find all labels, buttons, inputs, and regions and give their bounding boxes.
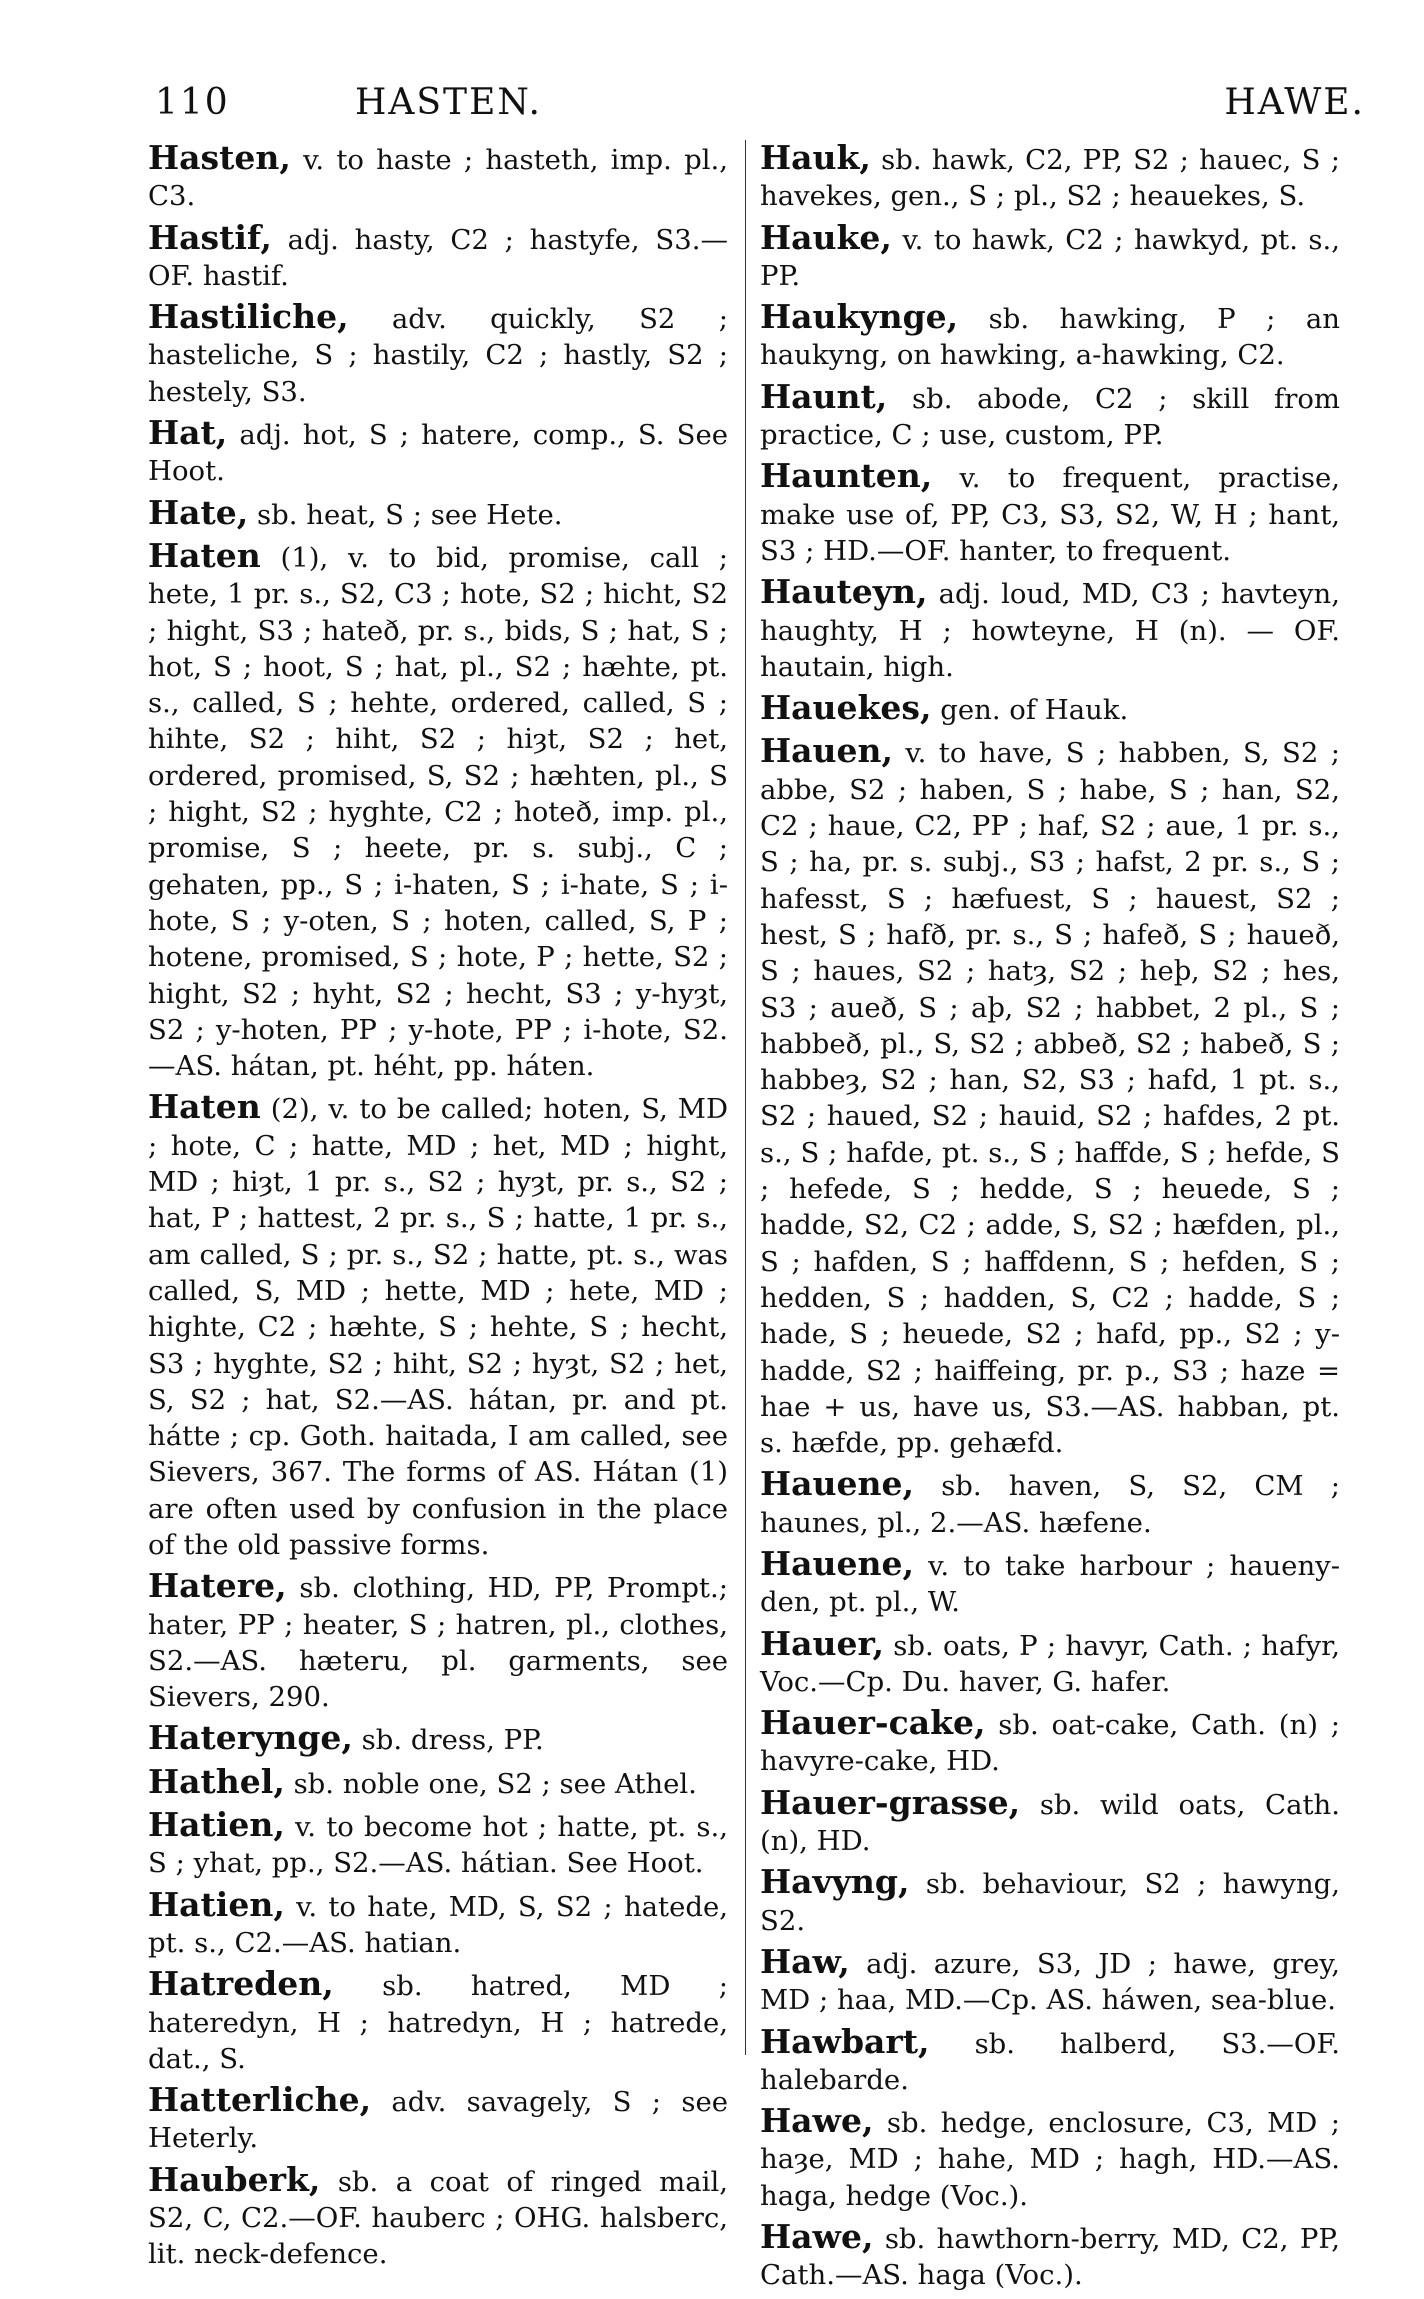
entry-hauer-grasse xyxy=(760,1782,1340,1860)
definition: adv. quickly, S2 ; hasteliche, S ; hastily, C2 ; hastly, S2 ; hestely, S3. xyxy=(148,303,728,408)
definition: sb. hawking, P ; an haukyng, on hawking, a-hawking, C2. xyxy=(760,303,1340,372)
definition: sb. hawk, C2, PP, S2 ; hauec, S ; havekes, gen., S ; pl., S2 ; heauekes, S. xyxy=(760,144,1340,213)
entry-hatien-1 xyxy=(148,1807,728,1882)
definition: adj. hot, S ; hatere, comp., S. See Hoot. xyxy=(148,419,728,488)
column-divider xyxy=(745,140,746,2055)
definition: sb. halberd, S3.—OF. halebarde. xyxy=(760,2027,1340,2096)
entry-hauteyn xyxy=(760,574,1340,685)
entry-haukynge xyxy=(760,299,1340,374)
headword: Hawe, xyxy=(760,2217,874,2257)
headword: Hawbart, xyxy=(760,2021,930,2061)
definition: sb. hedge, enclosure, C3, MD ; haȝe, MD ; hahe, MD ; hagh, HD.—AS. haga, hedge (Voc.). xyxy=(760,2107,1340,2212)
definition: v. to haste ; hasteth, imp. pl., C3. xyxy=(148,144,728,213)
entry-hastif xyxy=(148,217,728,295)
headword: Hastif, xyxy=(148,217,272,257)
definition: sb. oat-cake, Cath. (n) ; havyre-cake, HD. xyxy=(760,1709,1340,1778)
headword: Haw, xyxy=(760,1941,850,1981)
header-first-word: HASTEN. xyxy=(355,82,542,123)
definition: v. to frequent, practise, make use of, PP, C3, S3, S2, W, H ; hant, S3 ; HD.—OF. hanter, to frequent. xyxy=(760,462,1340,567)
definition: v. to have, S ; habben, S, S2 ; abbe, S2 ; haben, S ; habe, S ; han, S2, C2 ; haue, C2, PP ; haf, S2 ; aue, 1 pr. s., S ; ha, pr. s. subj., S3 ; hafst, 2 pr. s., S ; hafesst, S ; hæfuest, S ; hauest, S2 ; hest, S ; hafð, pr. s., S ; hafeð, S ; haueð, S ; haues, S2 ; hatȝ, S2 ; heþ, S2 ; hes, S3 ; aueð, S ; aþ, S2 ; habbet, 2 pl., S ; habbeð, pl., S, S2 ; abbeð, S2 ; habeð, S ; habbeȝ, S2 ; han, S2, S3 ; hafd, 1 pt. s., S2 ; haued, S2 ; hauid, S2 ; hafdes, 2 pt. s., S ; hafde, pt. s., S ; haffde, S ; hefde, S ; hefede, S ; hedde, S ; heuede, S ; hadde, S2, C2 ; adde, S, S2 ; hæfden, pl., S ; hafden, S ; haffdenn, S ; hefden, S ; hedden, S ; hadden, S, C2 ; hadde, S ; hade, S ; heuede, S2 ; hafd, pp., S2 ; y-hadde, S2 ; haiffeing, pr. p., S3 ; haze = hae + us, have us, S3.—AS. habban, pt. s. hæfde, pp. gehæfd. xyxy=(760,737,1340,1460)
headword: Hathel, xyxy=(148,1761,285,1801)
definition: (2), v. to be called; hoten, S, MD ; hote, C ; hatte, MD ; het, MD ; hight, MD ; hiȝt, 1 pr. s., S2 ; hyȝt, pr. s., S2 ; hat, P ; hattest, 2 pr. s., S ; hatte, 1 pr. s., am called, S ; pr. s., S2 ; hatte, pt. s., was called, S, MD ; hette, MD ; hete, MD ; highte, C2 ; hæhte, S ; hehte, S ; hecht, S3 ; hyghte, S2 ; hiht, S2 ; hyȝt, S2 ; het, S, S2 ; hat, S2.—AS. hátan, pr. and pt. hátte ; cp. Goth. haitada, I am called, see Sievers, 367. The forms of AS. Hátan (1) are often used by confusion in the place of the old passive forms. xyxy=(148,1093,728,1561)
definition: sb. heat, S ; see Hete. xyxy=(248,498,563,531)
definition: sb. hawthorn-berry, MD, C2, PP, Cath.—AS. haga (Voc.). xyxy=(760,2223,1340,2292)
entry-havyng xyxy=(760,1864,1340,1939)
headword: Hauene, xyxy=(760,1464,915,1504)
definition: sb. hatred, MD ; hateredyn, H ; hatredyn, H ; hatrede, dat., S. xyxy=(148,1970,728,2075)
header-last-word: HAWE. xyxy=(1224,82,1365,123)
headword: Hauer-grasse, xyxy=(760,1782,1021,1822)
headword: Hauteyn, xyxy=(760,572,928,612)
definition: sb. behaviour, S2 ; hawyng, S2. xyxy=(760,1868,1340,1937)
definition: v. to become hot ; hatte, pt. s., S ; yhat, pp., S2.—AS. hátian. See Hoot. xyxy=(148,1811,728,1880)
entry-hauene-sb xyxy=(760,1466,1340,1541)
definition: adj. hasty, C2 ; hastyfe, S3.—OF. hastif. xyxy=(148,223,728,292)
entry-hawe-hedge xyxy=(760,2103,1340,2214)
definition: (1), v. to bid, promise, call ; hete, 1 pr. s., S2, C3 ; hote, S2 ; hicht, S2 ; hight, S3 ; hateð, pr. s., bids, S ; hat, S ; hot, S ; hoot, S ; hat, pl., S2 ; hæhte, pt. s., called, S ; hehte, ordered, called, S ; hihte, S2 ; hiht, S2 ; hiȝt, S2 ; het, ordered, promised, S, S2 ; hæhten, pl., S ; hight, S2 ; hyghte, C2 ; hoteð, imp. pl., promise, S ; heete, pr. s. subj., C ; gehaten, pp., S ; i-haten, S ; i-hate, S ; i-hote, S ; y-oten, S ; hoten, called, S, P ; hotene, promised, S ; hote, P ; hette, S2 ; hight, S2 ; hyht, S2 ; hecht, S3 ; y-hyȝt, S2 ; y-hoten, PP ; y-hote, PP ; i-hote, S2. —AS. hátan, pt. héht, pp. háten. xyxy=(148,541,728,1083)
definition: sb. abode, C2 ; skill from practice, C ; use, custom, PP. xyxy=(760,382,1340,452)
headword: Haten xyxy=(148,535,261,575)
definition: sb. clothing, HD, PP, Prompt.; hater, PP ; heater, S ; hatren, pl., clothes, S2.—AS. hæteru, pl. garments, see Sievers, 290. xyxy=(148,1572,728,1714)
definition: adj. azure, S3, JD ; hawe, grey, MD ; haa, MD.—Cp. AS. háwen, sea-blue. xyxy=(760,1947,1340,2017)
entry-hauberk xyxy=(148,2159,728,2273)
entry-hatreden xyxy=(148,1966,728,2077)
entry-hauer-cake xyxy=(760,1705,1340,1780)
headword: Hatien, xyxy=(148,1805,285,1845)
running-header xyxy=(155,82,1365,132)
definition: v. to hawk, C2 ; hawkyd, pt. s., PP. xyxy=(760,223,1340,292)
entry-hate xyxy=(148,492,728,533)
entry-hauen xyxy=(760,733,1340,1461)
entry-haterynge xyxy=(148,1720,728,1758)
page-number: 110 xyxy=(155,82,230,123)
headword: Haunten, xyxy=(760,456,933,496)
entry-hatere xyxy=(148,1568,728,1715)
headword: Haten xyxy=(148,1087,261,1127)
definition: v. to hate, MD, S, S2 ; hatede, pt. s., C2.—AS. hatian. xyxy=(148,1890,728,1959)
headword: Haterynge, xyxy=(148,1718,353,1758)
entry-hat xyxy=(148,415,728,490)
entry-haunt xyxy=(760,376,1340,454)
headword: Haunt, xyxy=(760,376,888,416)
entry-hawbart xyxy=(760,2021,1340,2099)
entry-haw xyxy=(760,1941,1340,2019)
headword: Hatreden, xyxy=(148,1964,334,2004)
entry-hauer xyxy=(760,1623,1340,1701)
headword: Hatterliche, xyxy=(148,2080,372,2120)
entry-hauene-v xyxy=(760,1543,1340,1621)
entry-haten-1 xyxy=(148,535,728,1084)
entry-hathel xyxy=(148,1761,728,1802)
headword: Havyng, xyxy=(760,1862,910,1902)
headword: Hauekes, xyxy=(760,688,932,728)
definition: sb. oats, P ; havyr, Cath. ; hafyr, Voc.—Cp. Du. haver, G. hafer. xyxy=(760,1629,1340,1698)
headword: Hauberk, xyxy=(148,2159,321,2199)
headword: Hauke, xyxy=(760,217,892,257)
entry-hauk xyxy=(760,140,1340,215)
headword: Hawe, xyxy=(760,2101,874,2141)
entry-hauekes xyxy=(760,690,1340,728)
entry-haten-2 xyxy=(148,1089,728,1563)
entry-hauke xyxy=(760,217,1340,295)
headword: Hate, xyxy=(148,492,249,532)
entry-hastiliche xyxy=(148,299,728,410)
headword: Hauer-cake, xyxy=(760,1703,986,1743)
right-column xyxy=(760,140,1340,2299)
definition: gen. of Hauk. xyxy=(931,694,1129,727)
entry-hatien-2 xyxy=(148,1884,728,1962)
headword: Hasten, xyxy=(148,138,291,177)
headword: Hastiliche, xyxy=(148,297,349,337)
entry-hawe-berry xyxy=(760,2219,1340,2294)
headword: Hauen, xyxy=(760,731,894,771)
left-column xyxy=(148,140,728,2278)
definition: sb. haven, S, S2, CM ; haunes, pl., 2.—AS. hæfene. xyxy=(760,1470,1340,1539)
definition: adv. savagely, S ; see Heterly. xyxy=(148,2086,728,2155)
headword: Hauk, xyxy=(760,138,871,177)
definition: sb. wild oats, Cath. (n), HD. xyxy=(760,1788,1340,1858)
headword: Haukynge, xyxy=(760,297,959,337)
headword: Hauene, xyxy=(760,1543,915,1583)
entry-hasten xyxy=(148,140,728,215)
headword: Hatien, xyxy=(148,1884,285,1924)
headword: Hatere, xyxy=(148,1566,287,1606)
definition: v. to take harbour ; haueny-den, pt. pl., W. xyxy=(760,1549,1340,1619)
definition: adj. loud, MD, C3 ; havteyn, haughty, H ; howteyne, H (n). — OF. hautain, high. xyxy=(760,578,1340,683)
definition: sb. noble one, S2 ; see Athel. xyxy=(284,1767,697,1800)
entry-hatterliche xyxy=(148,2082,728,2157)
entry-haunten xyxy=(760,458,1340,569)
headword: Hauer, xyxy=(760,1623,885,1663)
definition: sb. dress, PP. xyxy=(352,1724,544,1757)
definition: sb. a coat of ringed mail, S2, C, C2.—OF. hauberc ; OHG. halsberc, lit. neck-defence. xyxy=(148,2165,728,2271)
headword: Hat, xyxy=(148,413,228,453)
